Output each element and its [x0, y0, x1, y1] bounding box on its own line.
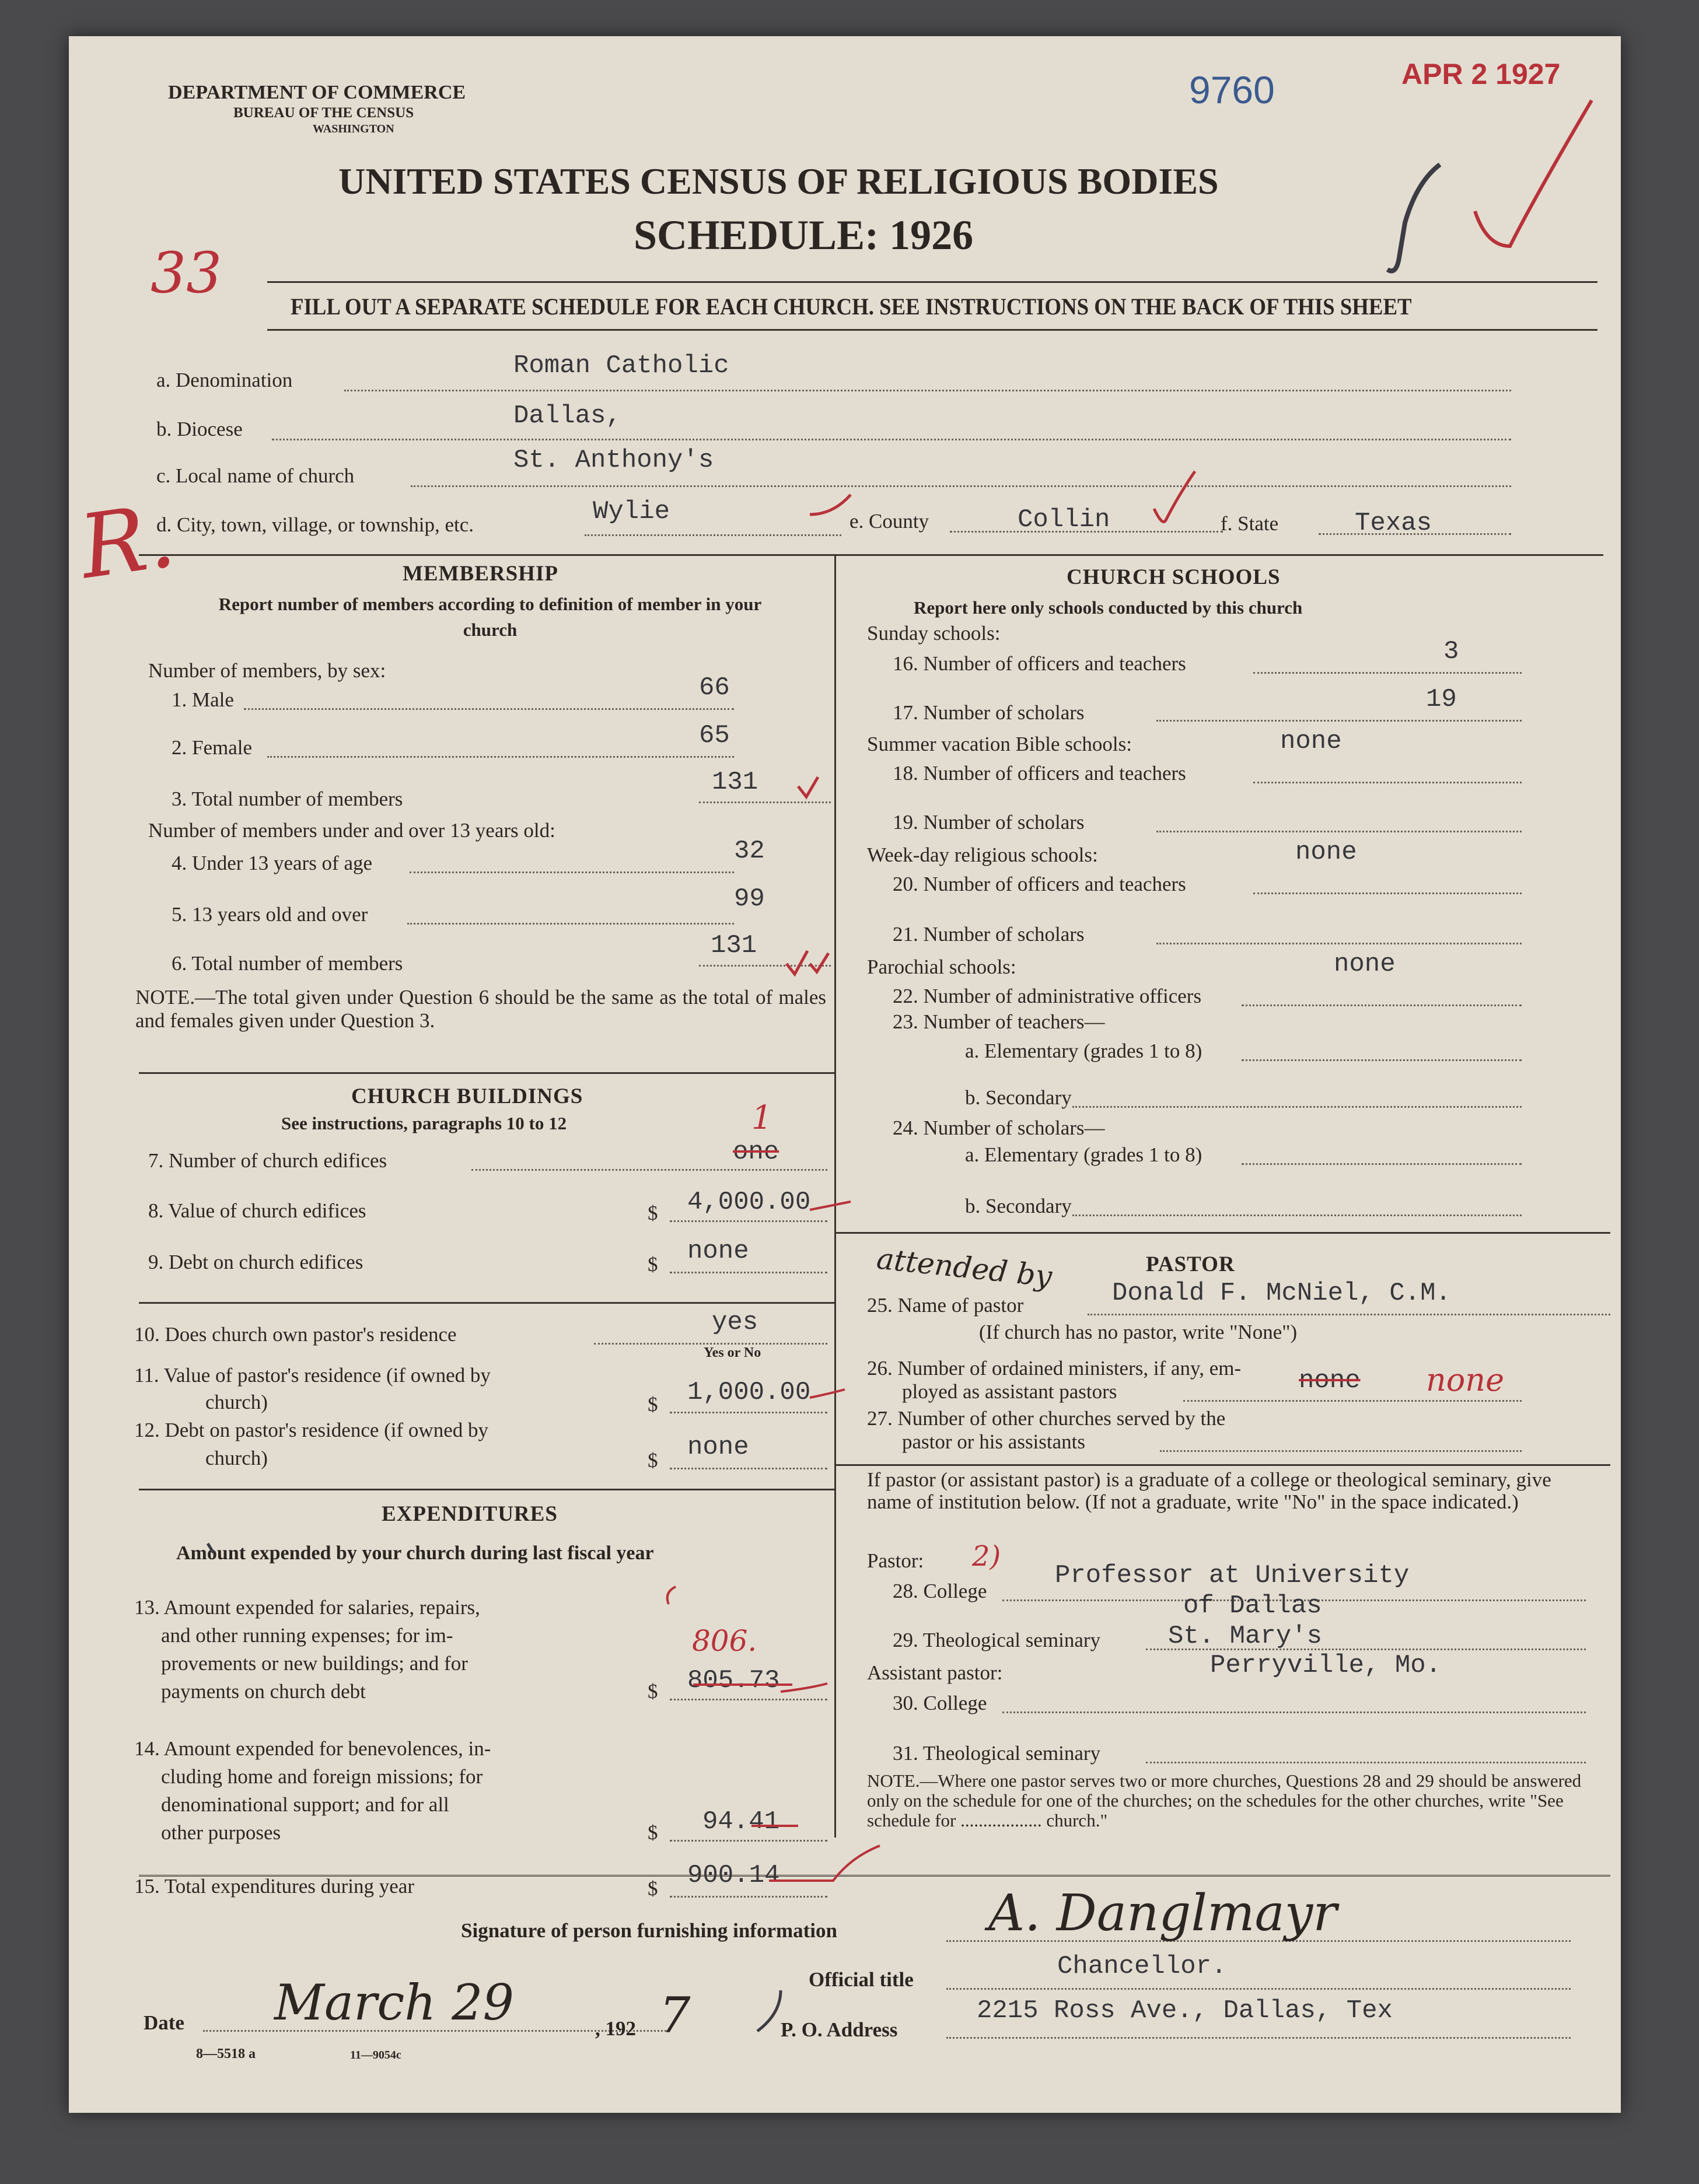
- q2-value: 65: [699, 721, 730, 750]
- county-value: Collin: [1018, 505, 1110, 534]
- q24b-label: b. Secondary: [965, 1195, 1072, 1217]
- pastor-heading: PASTOR: [1146, 1252, 1235, 1276]
- q6-value: 131: [711, 931, 757, 960]
- pastor-label: Pastor:: [867, 1549, 924, 1572]
- form-title: UNITED STATES CENSUS OF RELIGIOUS BODIES: [338, 160, 1219, 202]
- q21-label: 21. Number of scholars: [893, 923, 1085, 946]
- red-strike-q11: [810, 1390, 845, 1398]
- q26-label-a: 26. Number of ordained ministers, if any, em-: [867, 1357, 1242, 1380]
- q25-hint: (If church has no pastor, write "None"): [979, 1321, 1298, 1343]
- q5-value: 99: [734, 884, 765, 914]
- section-rule: [139, 554, 1603, 556]
- q23a-label: a. Elementary (grades 1 to 8): [965, 1040, 1202, 1062]
- q19-label: 19. Number of scholars: [893, 811, 1085, 834]
- q6-line: [699, 965, 831, 967]
- q12-label-b: church): [205, 1447, 268, 1469]
- q10-hint: Yes or No: [704, 1345, 761, 1360]
- received-date-stamp: APR 2 1927: [1401, 58, 1561, 90]
- buildings-subheading: See instructions, paragraphs 10 to 12: [281, 1113, 567, 1133]
- city-name: WASHINGTON: [313, 123, 394, 135]
- red-check-q3: [798, 777, 818, 797]
- red-check-city: [810, 495, 851, 514]
- signature-label: Signature of person furnishing information: [461, 1919, 837, 1942]
- q20-line: [1253, 892, 1522, 894]
- q27-label-a: 27. Number of other churches served by the: [867, 1407, 1226, 1430]
- q27-rule: [834, 1464, 1610, 1466]
- q13-line: [670, 1699, 827, 1700]
- sunday-schools-label: Sunday schools:: [867, 622, 1001, 645]
- local-name-line: [411, 485, 1511, 487]
- q26-correction: none: [1426, 1362, 1505, 1398]
- q8-label: 8. Value of church edifices: [148, 1199, 366, 1222]
- summer-schools-value: none: [1280, 727, 1342, 756]
- diocese-line: [272, 439, 1511, 440]
- q3-value: 131: [712, 768, 758, 797]
- denomination-label: a. Denomination: [156, 369, 293, 391]
- schools-heading: CHURCH SCHOOLS: [1067, 565, 1281, 589]
- instruction-rule: [267, 329, 1597, 331]
- county-label: e. County: [850, 510, 929, 533]
- q24b-line: [1072, 1214, 1522, 1216]
- q14-value: 94.41: [702, 1807, 780, 1836]
- footer-rule: [139, 1875, 1610, 1877]
- year-prefix: , 192: [595, 2017, 636, 2040]
- q11-label-b: church): [205, 1391, 268, 1413]
- q9-label: 9. Debt on church edifices: [148, 1251, 363, 1273]
- q23b-label: b. Secondary: [965, 1086, 1072, 1109]
- q12-line: [670, 1468, 827, 1469]
- q8-value: 4,000.00: [687, 1188, 811, 1217]
- membership-heading: MEMBERSHIP: [403, 562, 558, 586]
- q25-value: Donald F. McNiel, C.M.: [1112, 1279, 1451, 1308]
- membership-subheading: Report number of members according to definition of member in your church: [218, 594, 762, 640]
- q25-label: 25. Name of pastor: [867, 1294, 1024, 1317]
- q21-line: [1156, 943, 1522, 944]
- form-number: 8—5518 a: [196, 2046, 256, 2062]
- q29-label: 29. Theological seminary: [893, 1629, 1101, 1651]
- membership-note: NOTE.—The total given under Question 6 should be the same as the total of males and females given under Question 3.: [135, 986, 826, 1032]
- column-divider: [834, 554, 836, 1838]
- q17-value: 19: [1426, 685, 1457, 714]
- stamp-number: 9760: [1189, 68, 1275, 111]
- local-name-label: c. Local name of church: [156, 464, 355, 487]
- buildings-rule: [139, 1489, 834, 1490]
- address-label: P. O. Address: [781, 2018, 898, 2041]
- q15-value: 900.14: [687, 1861, 780, 1890]
- expenditures-subheading: Amount expended by your church during last fiscal year: [176, 1542, 654, 1564]
- q4-line: [410, 872, 734, 873]
- age-label: Number of members under and over 13 years old:: [148, 819, 555, 842]
- q13-correction: 806.: [692, 1624, 757, 1658]
- schedule-instruction: FILL OUT A SEPARATE SCHEDULE FOR EACH CHURCH. SEE INSTRUCTIONS ON THE BACK OF THIS SHEET: [291, 293, 1412, 320]
- buildings-heading: CHURCH BUILDINGS: [351, 1084, 583, 1108]
- handwritten-number: 33: [151, 240, 222, 306]
- expenditures-heading: EXPENDITURES: [382, 1502, 558, 1526]
- q16-label: 16. Number of officers and teachers: [893, 652, 1186, 675]
- q7-correction: 1: [751, 1099, 772, 1137]
- denomination-line: [344, 390, 1511, 391]
- q5-line: [407, 923, 734, 925]
- q20-label: 20. Number of officers and teachers: [893, 873, 1186, 895]
- q10-label: 10. Does church own pastor's residence: [134, 1323, 457, 1346]
- q11-label-a: 11. Value of pastor's residence (if owned by: [134, 1364, 491, 1387]
- q9-value: none: [687, 1237, 749, 1266]
- by-sex-label: Number of members, by sex:: [148, 659, 386, 682]
- official-title-line: [946, 1988, 1571, 1990]
- q9-line: [670, 1272, 827, 1273]
- handwritten-margin-mark: R.: [74, 485, 181, 599]
- q13-lines-line-4: payments on church debt: [161, 1680, 366, 1703]
- date-label: Date: [144, 2011, 184, 2034]
- q16-line: [1253, 672, 1522, 674]
- q8-line: [670, 1220, 827, 1222]
- red-check-q6: [786, 951, 828, 974]
- state-label: f. State: [1221, 512, 1279, 535]
- diocese-value: Dallas,: [513, 401, 621, 430]
- q1-value: 66: [699, 673, 730, 702]
- q15-dollar: $: [648, 1877, 658, 1900]
- q14-lines-line-2: cluding home and foreign missions; for: [161, 1765, 483, 1788]
- q27-line: [1160, 1450, 1522, 1452]
- q16-value: 3: [1443, 637, 1459, 666]
- weekday-schools-value: none: [1295, 838, 1357, 867]
- q24-label: 24. Number of scholars—: [893, 1116, 1105, 1139]
- q14-line: [670, 1840, 827, 1842]
- q29-value-b: Perryville, Mo.: [1210, 1651, 1442, 1680]
- q25-line: [1088, 1314, 1610, 1315]
- city-value: Wylie: [593, 497, 670, 526]
- pencil-check-black: [1387, 164, 1440, 271]
- q17-label: 17. Number of scholars: [893, 701, 1085, 724]
- red-check-top: [1475, 100, 1592, 246]
- q7-line: [471, 1169, 827, 1171]
- city-label: d. City, town, village, or township, etc.: [156, 513, 474, 536]
- q30-line: [1002, 1712, 1586, 1713]
- parochial-schools-value: none: [1334, 950, 1396, 979]
- q12-value: none: [687, 1433, 749, 1462]
- q24a-label: a. Elementary (grades 1 to 8): [965, 1143, 1202, 1166]
- q23b-line: [1072, 1106, 1522, 1108]
- date-value: March 29: [274, 1974, 514, 2031]
- pastor-mark: 2): [972, 1540, 1001, 1573]
- signature: A. Danglmayr: [988, 1884, 1337, 1943]
- q31-line: [1146, 1762, 1586, 1763]
- bureau-name: BUREAU OF THE CENSUS: [233, 105, 414, 121]
- red-strike-q8: [810, 1202, 851, 1210]
- graduate-note: If pastor (or assistant pastor) is a graduate of a college or theological seminary, give name of institution below. (If not a graduate, write "No" in the space indicated.): [867, 1468, 1551, 1513]
- q13-lines-line-2: and other running expenses; for im-: [161, 1624, 453, 1647]
- q3-label: 3. Total number of members: [172, 788, 403, 810]
- title-rule: [267, 281, 1597, 283]
- q12-dollar: $: [648, 1449, 658, 1472]
- q26-label-b: ployed as assistant pastors: [902, 1380, 1117, 1403]
- department-name: DEPARTMENT OF COMMERCE: [168, 82, 466, 103]
- q1-line: [244, 708, 734, 710]
- q26-value: none: [1299, 1366, 1361, 1395]
- diocese-label: b. Diocese: [156, 418, 243, 440]
- q24a-line: [1242, 1163, 1522, 1165]
- membership-rule: [139, 1072, 834, 1074]
- q14-dollar: $: [648, 1821, 658, 1844]
- q9-rule: [139, 1302, 834, 1304]
- q13-dollar: $: [648, 1680, 658, 1703]
- schools-rule: [834, 1232, 1610, 1234]
- q11-value: 1,000.00: [687, 1378, 811, 1407]
- q14-lines-line-4: other purposes: [161, 1821, 281, 1844]
- q30-label: 30. College: [893, 1692, 987, 1714]
- q19-line: [1156, 831, 1522, 832]
- weekday-schools-label: Week-day religious schools:: [867, 844, 1098, 866]
- q11-line: [670, 1412, 827, 1413]
- q7-label: 7. Number of church edifices: [148, 1149, 387, 1172]
- q31-label: 31. Theological seminary: [893, 1742, 1101, 1765]
- q22-label: 22. Number of administrative officers: [893, 985, 1202, 1007]
- q22-line: [1242, 1005, 1522, 1006]
- q28-value-b: of Dallas: [1183, 1591, 1322, 1620]
- denomination-value: Roman Catholic: [513, 351, 729, 380]
- q12-label-a: 12. Debt on pastor's residence (if owned by: [134, 1419, 488, 1441]
- assistant-pastor-label: Assistant pastor:: [867, 1661, 1003, 1684]
- official-title-value: Chancellor.: [1057, 1952, 1227, 1981]
- q4-label: 4. Under 13 years of age: [172, 852, 373, 874]
- pastor-note: NOTE.—Where one pastor serves two or more churches, Questions 28 and 29 should be answered only on the schedule for one of the churches; on the schedules for the other churches, write "See schedule for .................. church.": [867, 1770, 1582, 1831]
- q29-value-a: St. Mary's: [1168, 1622, 1323, 1651]
- year-suffix: 7: [659, 1987, 691, 2044]
- address-line: [946, 2037, 1571, 2039]
- q7-value: one: [733, 1138, 779, 1167]
- summer-schools-label: Summer vacation Bible schools:: [867, 733, 1132, 755]
- schedule-year: SCHEDULE: 1926: [634, 212, 974, 258]
- city-line: [585, 534, 841, 536]
- q13-value: 805.73: [687, 1666, 780, 1695]
- q13-lines-line-1: 13. Amount expended for salaries, repairs,: [134, 1596, 480, 1619]
- q3-line: [699, 802, 831, 803]
- schools-subheading: Report here only schools conducted by this church: [914, 597, 1303, 618]
- q10-value: yes: [712, 1308, 758, 1337]
- q15-line: [670, 1896, 827, 1898]
- q28-label: 28. College: [893, 1580, 987, 1602]
- q5-label: 5. 13 years old and over: [172, 903, 368, 926]
- q18-line: [1253, 782, 1522, 783]
- q14-lines-line-1: 14. Amount expended for benevolences, in-: [134, 1737, 491, 1760]
- red-tick-q13: [667, 1587, 676, 1604]
- q6-label: 6. Total number of members: [172, 952, 403, 975]
- q11-dollar: $: [648, 1393, 658, 1416]
- pastor-annotation: attended by: [875, 1241, 1054, 1294]
- red-check-county: [1154, 471, 1195, 522]
- address-value: 2215 Ross Ave., Dallas, Tex: [977, 1996, 1393, 2025]
- q13-lines-line-3: provements or new buildings; and for: [161, 1652, 468, 1675]
- q14-lines-line-3: denominational support; and for all: [161, 1793, 449, 1816]
- q8-dollar: $: [648, 1202, 658, 1224]
- q15-label: 15. Total expenditures during year: [134, 1875, 414, 1898]
- q28-value-a: Professor at University: [1055, 1561, 1410, 1590]
- q27-label-b: pastor or his assistants: [902, 1430, 1086, 1453]
- q2-label: 2. Female: [172, 736, 253, 759]
- official-title-label: Official title: [809, 1968, 914, 1991]
- q9-dollar: $: [648, 1253, 658, 1276]
- q2-line: [267, 756, 734, 758]
- q17-line: [1156, 720, 1522, 722]
- q18-label: 18. Number of officers and teachers: [893, 762, 1186, 785]
- q4-value: 32: [734, 836, 765, 866]
- local-name-value: St. Anthony's: [513, 446, 714, 475]
- q23a-line: [1242, 1059, 1522, 1061]
- census-schedule-page: [69, 36, 1621, 2113]
- q23-label: 23. Number of teachers—: [893, 1010, 1105, 1033]
- print-code: 11—9054c: [350, 2049, 401, 2062]
- q26-line: [1183, 1400, 1522, 1402]
- state-value: Texas: [1355, 509, 1432, 538]
- q10-line: [594, 1343, 827, 1345]
- parochial-schools-label: Parochial schools:: [867, 956, 1016, 978]
- q1-label: 1. Male: [172, 688, 234, 711]
